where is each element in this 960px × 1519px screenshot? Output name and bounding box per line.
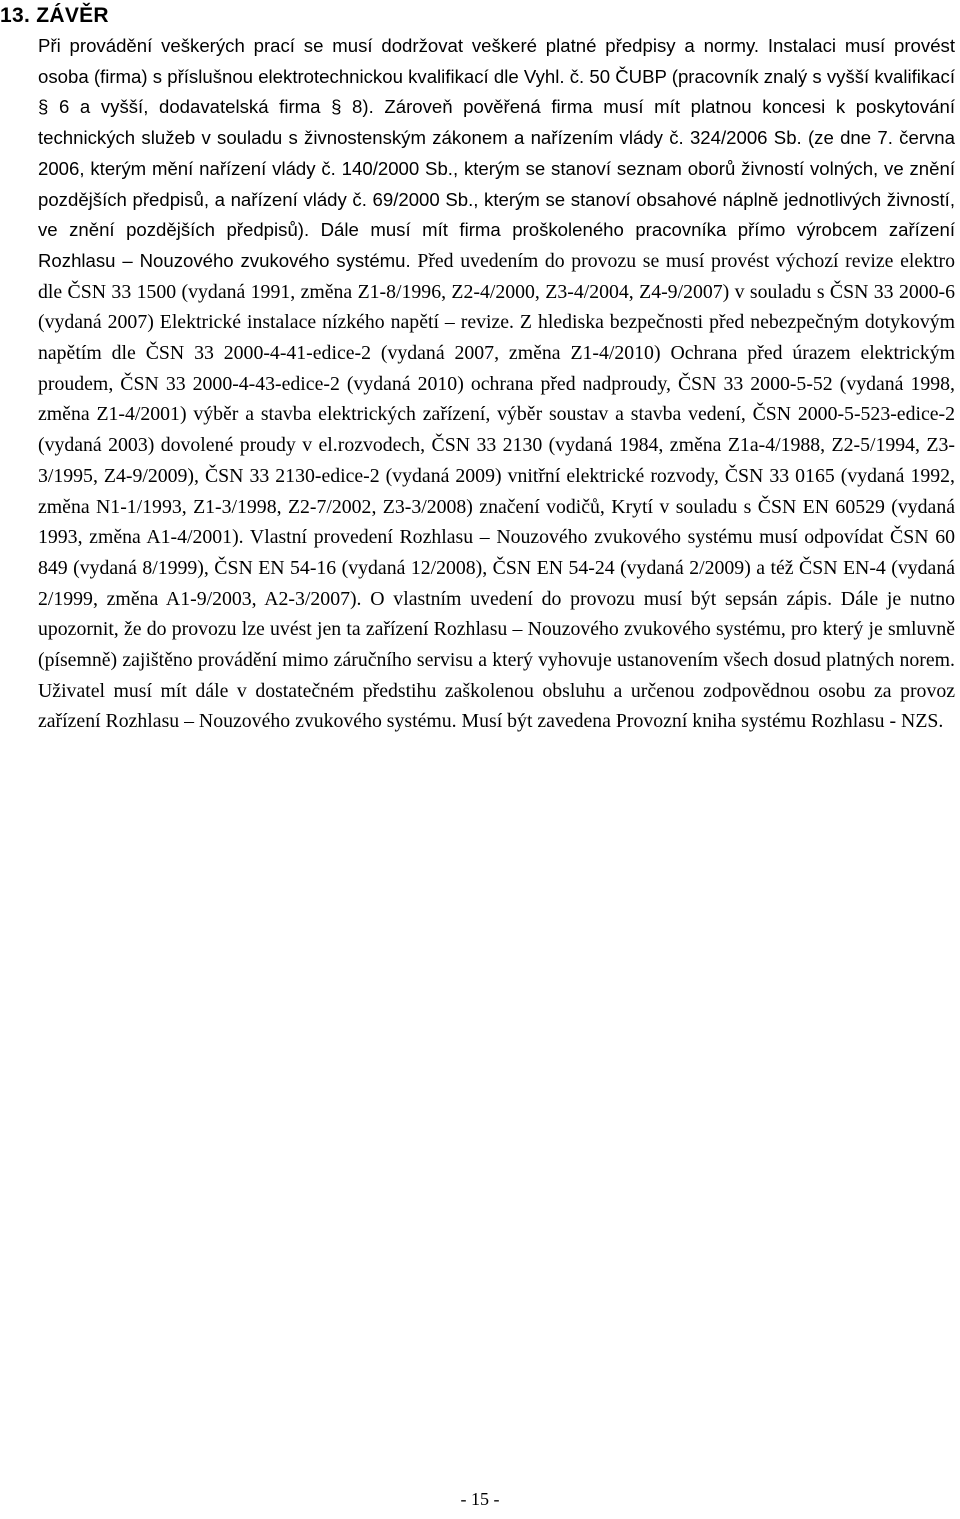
page-number: - 15 - (460, 1489, 500, 1509)
paragraph-segment-revisions: Před uvedením do provozu se musí provést výchozí revize elektro dle ČSN 33 1500 (vydaná 1991, změna Z1-8/1996, Z2-4/2000, Z3-4/2004, Z4-9/2007) v souladu s ČSN 33 2000-6 (vydaná 2007) Elektrické instalace nízkého napětí – revize. Z hlediska bezpečnosti před nebezpečným dotykovým napětím dle ČSN 33 2000-4-41-edice-2 (vydaná 2007, změna Z1-4/2010) Ochrana před úrazem elektrickým proudem, ČSN 33 2000-4-43-edice-2 (vydaná 2010) ochrana před nadproudy, ČSN 33 2000-5-52 (vydaná 1998, změna Z1-4/2001) výběr a stavba elektrických zařízení, výběr soustav a stavba vedení, ČSN 2000-5-523-edice-2 (vydaná 2003) dovolené proudy v el.rozvodech, ČSN 33 2130 (vydaná 1984, změna Z1a-4/1988, Z2-5/1994, Z3-3/1995, Z4-9/2009), ČSN 33 2130-edice-2 (vydaná 2009) vnitřní elektrické rozvody, ČSN 33 0165 (vydaná 1992, změna N1-1/1993, Z1-3/1998, Z2-7/2002, Z3-3/2008) značení vodičů, Krytí v souladu s ČSN EN 60529 (vydaná 1993, změna A1-4/2001). Vlastní provedení Rozhlasu – Nouzového zvukového systému musí odpovídat ČSN 60 849 (vydaná 8/1999), ČSN EN 54-16 (vydaná 12/2008), ČSN EN 54-24 (vydaná 2/2009) a též ČSN EN-4 (vydaná 2/1999, změna A1-9/2003, A2-3/2007). O vlastním uvedení do provozu musí být sepsán zápis. Dále je nutno upozornit, že do provozu lze uvést jen ta zařízení Rozhlasu – Nouzového zvukového systému, pro který je smluvně (písemně) zajištěno provádění mimo záručního servisu a který vyhovuje ustanovením všech dosud platných norem. Uživatel musí mít dále v dostatečném předstihu zaškolenou obsluhu a určenou zodpovědnou osobu za provoz zařízení Rozhlasu – Nouzového zvukového systému. Musí být zavedena Provozní kniha systému Rozhlasu - NZS. (38, 249, 955, 733)
paragraph-segment-requirements: Při provádění veškerých prací se musí dodržovat veškeré platné předpisy a normy. Instalaci musí provést osoba (firma) s příslušnou elektrotechnickou kvalifikací dle Vyhl. č. 50 ČUBP (pracovník znalý s vyšší kvalifikací § 6 a vyšší, dodavatelská firma § 8). Zároveň pověřená firma musí mít platnou koncesi k poskytování technických služeb v souladu s živnostenským zákonem a nařízením vlády č. 324/2006 Sb. (ze dne 7. června 2006, kterým mění nařízení vlády č. 140/2000 Sb., kterým se stanoví seznam oborů živností volných, ve znění pozdějších předpisů, a nařízení vlády č. 69/2000 Sb., kterým se stanoví obsahové náplně jednotlivých živností, ve znění pozdějších předpisů). Dále musí mít firma proškoleného pracovníka přímo výrobcem zařízení Rozhlasu – Nouzového zvukového systému. (38, 35, 955, 271)
section-body-paragraph (38, 31, 955, 737)
section-heading: 13. ZÁVĚR (0, 4, 109, 27)
